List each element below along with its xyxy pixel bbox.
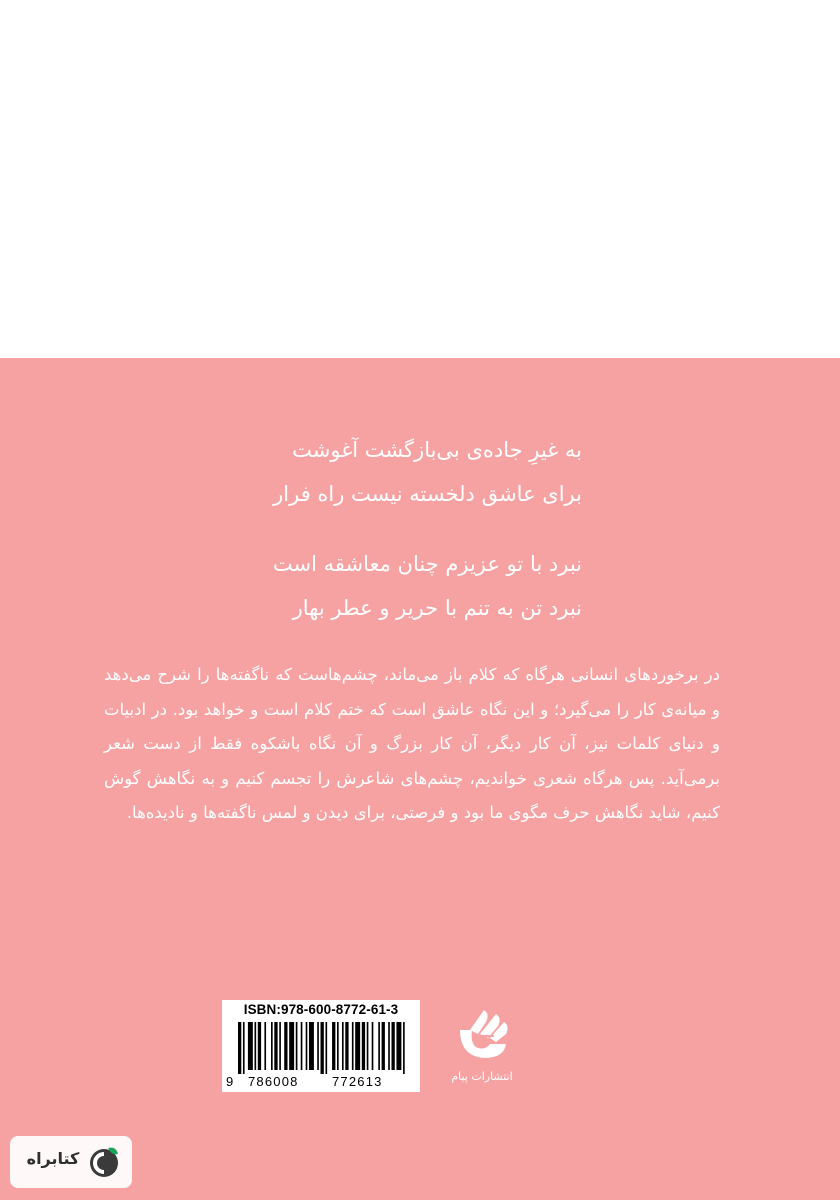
isbn-barcode [222, 1000, 420, 1092]
barcode-bar [274, 1022, 277, 1070]
barcode-bar [289, 1022, 294, 1070]
open-book-logo-icon [450, 1000, 514, 1064]
barcode-bar [337, 1022, 339, 1070]
barcode-bar [342, 1022, 344, 1070]
barcode-bar [264, 1022, 266, 1070]
barcode-bar [388, 1022, 390, 1070]
ketabrah-brand-name: کتابراه [26, 1149, 80, 1168]
publisher-name: انتشارات پیام [451, 1070, 513, 1083]
poem [162, 428, 582, 630]
barcode-bar [367, 1022, 369, 1070]
barcode-bar [301, 1022, 303, 1070]
publisher-mark [440, 1000, 524, 1096]
barcode-bar [396, 1022, 401, 1070]
barcode-bar [258, 1022, 261, 1070]
ketabrah-logo-icon [86, 1144, 122, 1180]
poem-line: برای عاشق دلخسته نیست راه فرار [273, 482, 582, 506]
barcode-bar [255, 1022, 257, 1070]
barcode-bar [243, 1022, 245, 1074]
isbn-label: ISBN:978-600-8772-61-3 [243, 1002, 399, 1017]
barcode-bar [362, 1022, 365, 1070]
barcode-bar [378, 1022, 380, 1070]
barcode-bar [325, 1022, 327, 1074]
barcode-bar [238, 1022, 241, 1074]
barcode-bar [309, 1022, 314, 1070]
barcode-bar [306, 1022, 308, 1070]
barcode-bar [382, 1022, 385, 1070]
barcode-bar [332, 1022, 335, 1070]
barcode-digits-right: 772613 [332, 1074, 383, 1089]
barcode-bar [317, 1022, 319, 1070]
poem-stanza-2 [162, 542, 582, 630]
poem-stanza-1 [162, 428, 582, 516]
description-paragraph: در برخوردهای انسانی هرگاه که کلام باز می‌ماند، چشم‌هاست که ناگفته‌ها را شرح می‌دهد و میانه‌ی کار را می‌گیرد؛ و این نگاه عاشق است که ختم کلام است و خواهد بود. در ادبیات و دنیای کلمات نیز، آن کار دیگر، آن کار بزرگ و آن نگاه باشکوه فقط از دست شعر برمی‌آید. پس هرگاه شعری خواندیم، چشم‌های شاعرش را تجسم کنیم و به نگاهش گوش کنیم، شاید نگاهش حرف مگوی ما بود و فرصتی، برای دیدن و لمس ناگفته‌ها و نادیده‌ها. [104, 665, 720, 822]
barcode-bar [355, 1022, 360, 1070]
barcode-bar [321, 1022, 324, 1074]
barcode-bar [296, 1022, 298, 1070]
barcode-bar [391, 1022, 394, 1070]
top-white-area [0, 0, 840, 358]
poem-line: نبرد با تو عزیزم چنان معاشقه است [272, 552, 582, 576]
barcode-digit-first: 9 [226, 1074, 234, 1089]
barcode-bar [279, 1022, 281, 1070]
barcode-bar [284, 1022, 287, 1070]
barcode-bar [271, 1022, 273, 1070]
barcode-bar [345, 1022, 348, 1070]
poem-line: به غیرِ جاده‌ی بی‌بازگشت آغوشت [292, 438, 582, 462]
barcode-bars [238, 1022, 408, 1074]
barcode-bar [372, 1022, 374, 1070]
barcode-bar [248, 1022, 253, 1070]
barcode-digits-left: 786008 [248, 1074, 299, 1089]
barcode-bar [352, 1022, 354, 1070]
poem-line: نبرد تن به تنم با حریر و عطر بهار [292, 596, 582, 620]
ketabrah-watermark [10, 1136, 132, 1188]
barcode-bar [403, 1022, 405, 1074]
